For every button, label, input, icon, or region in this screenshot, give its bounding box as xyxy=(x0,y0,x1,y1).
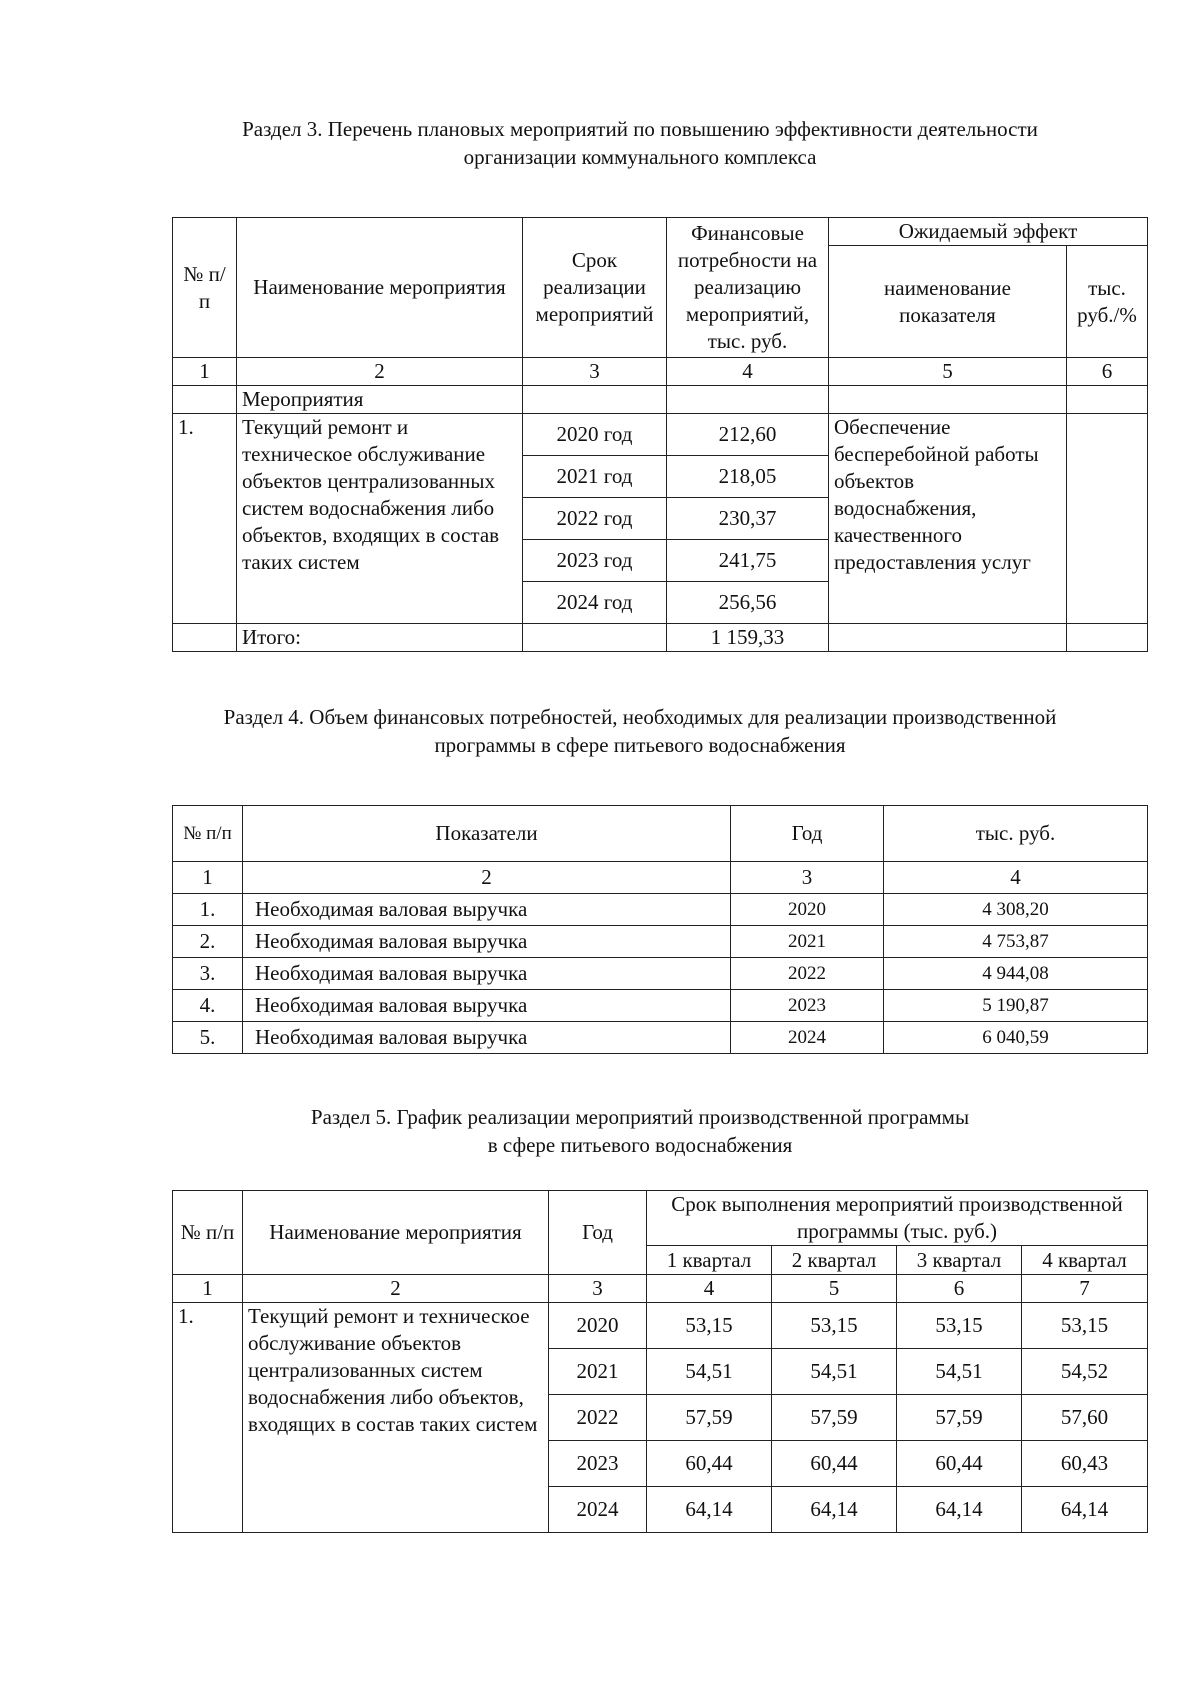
col-number: 3 xyxy=(523,358,667,386)
amount-cell: 212,60 xyxy=(667,414,829,456)
header-num: № п/п xyxy=(173,806,243,862)
header-name: Наименование мероприятия xyxy=(243,1191,549,1275)
row-num: 2. xyxy=(173,926,243,958)
col-number: 2 xyxy=(243,1275,549,1303)
q4-cell: 57,60 xyxy=(1022,1395,1148,1441)
col-number: 3 xyxy=(731,862,884,894)
header-effect: Ожидаемый эффект xyxy=(829,218,1148,246)
table-row xyxy=(173,1303,1148,1349)
amount-cell: 241,75 xyxy=(667,540,829,582)
table-row xyxy=(173,894,1148,926)
revenue-table xyxy=(172,805,1148,1054)
header-finance: Финансовые потребности на реализацию мероприятий, тыс. руб. xyxy=(667,218,829,358)
col-number: 5 xyxy=(829,358,1067,386)
item-num: 1. xyxy=(173,414,237,624)
row-amount: 5 190,87 xyxy=(884,990,1148,1022)
q1-cell: 60,44 xyxy=(647,1441,772,1487)
header-indicator: наименование показателя xyxy=(829,246,1067,358)
year-cell: 2021 год xyxy=(523,456,667,498)
header-indicator: Показатели xyxy=(243,806,731,862)
col-number: 1 xyxy=(173,862,243,894)
header-q1: 1 квартал xyxy=(647,1246,772,1275)
table-row xyxy=(173,990,1148,1022)
group-label: Мероприятия xyxy=(237,386,523,414)
q4-cell: 60,43 xyxy=(1022,1441,1148,1487)
header-year: Год xyxy=(549,1191,647,1275)
year-cell: 2022 xyxy=(549,1395,647,1441)
column-numbers-row xyxy=(173,862,1148,894)
row-indicator: Необходимая валовая выручка xyxy=(243,894,731,926)
year-cell: 2023 xyxy=(549,1441,647,1487)
schedule-table xyxy=(172,1190,1148,1533)
q4-cell: 53,15 xyxy=(1022,1303,1148,1349)
year-cell: 2024 год xyxy=(523,582,667,624)
header-num: № п/п xyxy=(173,1191,243,1275)
table-row xyxy=(173,1022,1148,1054)
col-number: 1 xyxy=(173,1275,243,1303)
year-cell: 2021 xyxy=(549,1349,647,1395)
section3-title-line1: Раздел 3. Перечень плановых мероприятий по повышению эффективности деятельности xyxy=(242,117,1038,141)
row-num: 4. xyxy=(173,990,243,1022)
q3-cell: 57,59 xyxy=(897,1395,1022,1441)
col-number: 7 xyxy=(1022,1275,1148,1303)
year-cell: 2022 год xyxy=(523,498,667,540)
section4-title-line2: программы в сфере питьевого водоснабжения xyxy=(434,733,846,757)
section4-title-line1: Раздел 4. Объем финансовых потребностей, необходимых для реализации производственной xyxy=(223,705,1057,729)
amount-cell: 256,56 xyxy=(667,582,829,624)
header-q3: 3 квартал xyxy=(897,1246,1022,1275)
row-amount: 4 308,20 xyxy=(884,894,1148,926)
col-number: 3 xyxy=(549,1275,647,1303)
amount-cell: 218,05 xyxy=(667,456,829,498)
header-unit: тыс. руб./% xyxy=(1067,246,1148,358)
q3-cell: 53,15 xyxy=(897,1303,1022,1349)
row-year: 2022 xyxy=(731,958,884,990)
item-effect: Обеспечение бесперебойной работы объектов водоснабжения, качественного предоставления услуг xyxy=(829,414,1067,624)
group-row xyxy=(173,386,1148,414)
total-row xyxy=(173,624,1148,652)
q1-cell: 53,15 xyxy=(647,1303,772,1349)
row-num: 1. xyxy=(173,894,243,926)
q3-cell: 54,51 xyxy=(897,1349,1022,1395)
total-value: 1 159,33 xyxy=(667,624,829,652)
year-cell: 2020 год xyxy=(523,414,667,456)
table-row xyxy=(173,958,1148,990)
q4-cell: 54,52 xyxy=(1022,1349,1148,1395)
item-name: Текущий ремонт и техническое обслуживание объектов централизованных систем водоснабжения либо объектов, входящих в состав таких систем xyxy=(243,1303,549,1533)
header-amount: тыс. руб. xyxy=(884,806,1148,862)
col-number: 4 xyxy=(667,358,829,386)
q2-cell: 54,51 xyxy=(772,1349,897,1395)
q1-cell: 57,59 xyxy=(647,1395,772,1441)
section5-title-line2: в сфере питьевого водоснабжения xyxy=(487,1133,793,1157)
q2-cell: 57,59 xyxy=(772,1395,897,1441)
table-row xyxy=(173,926,1148,958)
q3-cell: 60,44 xyxy=(897,1441,1022,1487)
header-q2: 2 квартал xyxy=(772,1246,897,1275)
col-number: 2 xyxy=(237,358,523,386)
col-number: 4 xyxy=(884,862,1148,894)
row-year: 2021 xyxy=(731,926,884,958)
column-numbers-row xyxy=(173,358,1148,386)
row-indicator: Необходимая валовая выручка xyxy=(243,926,731,958)
q2-cell: 60,44 xyxy=(772,1441,897,1487)
row-indicator: Необходимая валовая выручка xyxy=(243,1022,731,1054)
header-name: Наименование мероприятия xyxy=(237,218,523,358)
header-term: Срок реализации мероприятий xyxy=(523,218,667,358)
row-num: 5. xyxy=(173,1022,243,1054)
q3-cell: 64,14 xyxy=(897,1487,1022,1533)
total-label: Итого: xyxy=(237,624,523,652)
measures-table xyxy=(172,217,1148,652)
header-term: Срок выполнения мероприятий производственной программы (тыс. руб.) xyxy=(647,1191,1148,1246)
col-number: 5 xyxy=(772,1275,897,1303)
header-num: № п/п xyxy=(173,218,237,358)
row-year: 2024 xyxy=(731,1022,884,1054)
row-amount: 4 753,87 xyxy=(884,926,1148,958)
section5-title xyxy=(120,1103,1160,1159)
table-row xyxy=(173,414,1148,456)
item-num: 1. xyxy=(173,1303,243,1533)
header-q4: 4 квартал xyxy=(1022,1246,1148,1275)
row-year: 2023 xyxy=(731,990,884,1022)
section5-title-line1: Раздел 5. График реализации мероприятий производственной программы xyxy=(310,1105,970,1129)
section3-title xyxy=(120,115,1160,171)
col-number: 1 xyxy=(173,358,237,386)
row-amount: 6 040,59 xyxy=(884,1022,1148,1054)
q2-cell: 53,15 xyxy=(772,1303,897,1349)
amount-cell: 230,37 xyxy=(667,498,829,540)
q4-cell: 64,14 xyxy=(1022,1487,1148,1533)
row-indicator: Необходимая валовая выручка xyxy=(243,990,731,1022)
col-number: 6 xyxy=(1067,358,1148,386)
col-number: 2 xyxy=(243,862,731,894)
section4-title xyxy=(120,703,1160,759)
row-year: 2020 xyxy=(731,894,884,926)
year-cell: 2024 xyxy=(549,1487,647,1533)
q1-cell: 54,51 xyxy=(647,1349,772,1395)
item-name: Текущий ремонт и техническое обслуживание объектов централизованных систем водоснабжения либо объектов, входящих в состав таких систем xyxy=(237,414,523,624)
column-numbers-row xyxy=(173,1275,1148,1303)
year-cell: 2020 xyxy=(549,1303,647,1349)
q2-cell: 64,14 xyxy=(772,1487,897,1533)
row-num: 3. xyxy=(173,958,243,990)
header-year: Год xyxy=(731,806,884,862)
col-number: 6 xyxy=(897,1275,1022,1303)
q1-cell: 64,14 xyxy=(647,1487,772,1533)
section3-title-line2: организации коммунального комплекса xyxy=(463,145,817,169)
col-number: 4 xyxy=(647,1275,772,1303)
year-cell: 2023 год xyxy=(523,540,667,582)
row-indicator: Необходимая валовая выручка xyxy=(243,958,731,990)
row-amount: 4 944,08 xyxy=(884,958,1148,990)
